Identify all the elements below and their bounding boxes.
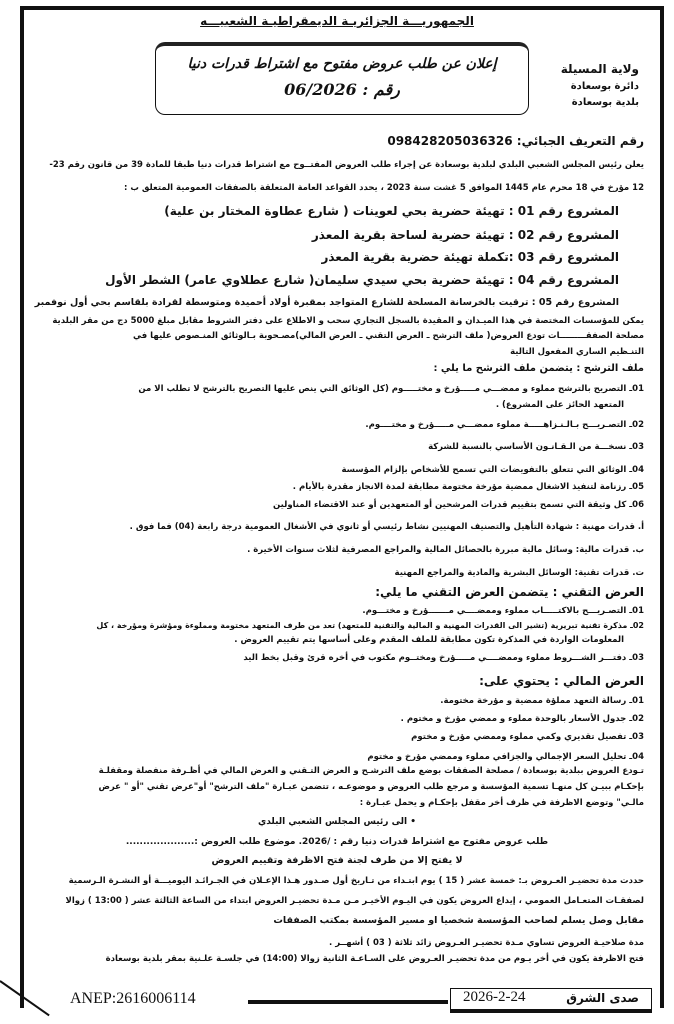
candidature-item: 04ـ الوثائق التي تتعلق بالتفويضات التي تسمح للأشخاص بإلزام المؤسسة [341,465,644,475]
candidature-item: 06ـ كل وثيقة التي تسمح بتقييم قدرات المرشحين أو المتعهدين أو عند الاقتضاء المناولين [273,500,644,510]
tax-id: رقم التعريف الجبائي: 098428205036326 [387,134,644,148]
financial-item: 03ـ تفصيل تقديري وكمي مملوء وممضي مؤرخ و مختوم [411,732,644,742]
project-item: المشروع رقم 04 : تهيئة حضرية بحي سيدي سليمان( شارع عطلاوي عامر) الشطر الأول [105,273,619,287]
submission-line: بإحكـام ببيـن كل منهـا تسمية المؤسسة و مرجع طلب العروض و موضوعـه ، تتضمن عبـارة "ملف الترشح" أو"عرض تقني "أو " عرض [98,782,644,792]
announcement-title-box [155,42,529,115]
technical-item: المعلومات الواردة في المذكرة تكون مطابقة للملف المقدم وعلى أساسها يتم تقييم العروض . [234,635,624,645]
candidature-item: أ. قدرات مهنية : شهادة التأهيل والتصنيف المهنيين نشاط رئيسي أو ثانوي في الأشغال العمومية درجة رابعة (04) فما فوق . [129,522,644,532]
publication-date: 2026-2-24 [463,989,526,1005]
address-to: • الى رئيس المجلس الشعبي البلدي [257,817,417,827]
financial-item: 04ـ تحليل السعر الإجمالي والجزافي مملوء وممضي مؤرخ و مختوم [367,752,644,762]
envelope-line: طلب عروض مفتوح مع اشتراط قدرات دنيا رقم : /2026. موضوع طلب العروض :.................... [125,837,549,847]
technical-item: 02ـ مذكرة تقنية تبريرية (تشير الى القدرات المهنية و المالية والتقنية للمتعهد) تعد من طرف المتعهد مختومة ومملوءة ومؤشرة ومؤرخة ، كل [96,621,644,630]
project-item: المشروع رقم 05 : ترقيت بالخرسانة المسلحة للشارع المتواجد بمقبرة أولاد أحميدة ومتوسطة لقرادة بلقاسم بحي أول نوفمبر [34,297,619,308]
daira: دائرة بوسعادة [570,81,639,92]
intro-line: يعلن رئيس المجلس الشعبي البلدي لبلدية بوسعادة عن إجراء طلب العروض المفتــوح مع اشتراط قدرات دنيا طبقا للمادة 39 من قانون رقم 23- [49,160,644,170]
do-not-open: لا يفتح إلا من طرف لجنة فتح الاظرفة وتقييم العروض [211,855,463,866]
publication-box [450,988,652,1013]
terms-line: حددت مدة تحضيـر العـروض بـ: خمسة عشر ( 15 ) يوم ابتـداء من تـاريخ أول صـدور هـذا الإعـلان في الجـرائـد اليوميـــة أو النشـرة الـرسمية [68,876,644,886]
candidature-item: ت. قدرات تقنية: الوسائل البشرية والمادية والمراجع المهنية [394,568,644,578]
project-item: المشروع رقم 03 :تكملة تهيئة حضرية بقرية المعذر [321,250,619,264]
eligibility-line: مصلحة الصفقـــــــــات تودع العروض( ملف الترشح ـ العرض التقني ـ العرض المالي)مصـحوبة بـالوثائق المنـصوص عليها في [133,331,644,341]
eligibility-line: التنـظيم الساري المفعول التالية [510,347,644,357]
terms-line: لصفقـات المتعـامل العمومي ، إيداع العروض يكون في اليـوم الأخيـر مـن مـدة تحضيـر العروض ابتداء من الساعة الثالثة عشر ( 13:00 ) زوالا [65,896,644,906]
terms-line: مدة صلاحيـة العروض تساوي مـدة تحضيـر العـروض زائد ثلاثة ( 03 ) أشهــر . [329,938,644,948]
project-item: المشروع رقم 02 : تهيئة حضرية لساحة بقرية المعذر [311,228,619,242]
candidature-item: 05ـ رزنامة لتنفيذ الاشغال ممضية مؤرخة مختومة مطابقة لمدة الانجاز مقدرة بالأيام . [292,482,644,492]
terms-line: فتح الاظرفة يكون في أخر يـوم من مدة تحضيـر العـروض على السـاعـة الثانية زوالا (14:00) في جلسـة علـنية بمقر بلدية بوسعادة [105,954,644,964]
technical-item: 03ـ دفتـــر الشـــروط مملوء وممضــــي مـــــؤرخ ومختــوم مكتوب في أخره قرئ وقبل بخط اليد [243,653,644,663]
wilaya: ولاية المسيلة [560,62,639,76]
terms-line: مقابل وصل يسلم لصاحب المؤسسة شخصيا او مسير المؤسسة بمكتب الصفقات [273,915,644,926]
candidature-item: 01ـ التصريح بالترشح مملوء و ممضـــي مـــــؤرخ و مختـــــوم (كل الوثائق التي ينص عليها التصريح بالترشح لا تطلب الا من [138,384,644,394]
financial-heading: العرض المالي : يحتوي على: [479,674,644,688]
candidature-item: 02ـ التصـريـــح بـالـنـزاهـــــة مملوء ممضـــي مـــــؤرخ و مختــــوم. [365,420,644,430]
candidature-item: المتعهد الحائز على المشروع) . [495,400,624,410]
technical-heading: العرض التقني : يتضمن العرض التقني ما يلي: [375,585,644,599]
eligibility-line: يمكن للمؤسسات المختصة في هذا الميـدان و المقيدة بالسجل التجاري سحب و الاطلاع على دفتر الشروط مقابل مبلغ 5000 دج من مقر البلدية [52,316,644,326]
candidature-item: 03ـ نسخـــة من الـقـانـون الأساسي بالنسبة للشركة [428,442,644,452]
footer-rule [248,1000,448,1004]
candidature-heading: ملف الترشح : يتضمن ملف الترشح ما يلي : [433,363,644,374]
intro-line: 12 مؤرخ في 18 محرم عام 1445 الموافق 5 غشت سنة 2023 ، يحدد القواعد العامة المتعلقة بالصفقات العمومية المتعلق ب : [124,183,644,193]
announcement-number: رقم : 06/2026 [284,80,400,99]
republic-heading: الجمهوريـــة الجزائريـة الديمقراطيـة الشعبيـــه [200,14,474,28]
footer [20,990,660,1010]
submission-line: تـودع العروض ببلدية بوسعادة / مصلحة الصفقات بوضع ملف الترشـح و العرض التـقني و العرض المالي في أظـرفة منفصلة ومقفلـة [98,766,644,776]
baladia: بلدية بوسعادة [571,97,639,108]
candidature-item: ب. قدرات مالية: وسائل مالية مبررة بالحصائل المالية والمراجع المصرفية لثلاث سنوات الأخيرة . [247,545,644,555]
announcement-title: إعلان عن طلب عروض مفتوح مع اشتراط قدرات دنيا [187,56,497,72]
newspaper-name: صدى الشرق [566,991,639,1005]
project-item: المشروع رقم 01 : تهيئة حضرية بحي لعوينات ( شارع عطاوة المختار بن علية) [164,204,619,218]
financial-item: 01ـ رسالة التعهد مملؤة ممضية و مؤرخة مختومة. [440,696,644,706]
anep-number: ANEP:2616006114 [70,990,196,1007]
financial-item: 02ـ جدول الأسعار بالوحدة مملوء و ممضي مؤرخ و مختوم . [400,714,644,724]
submission-line: مالـي" وتوضع الاظرفة في ظرف أخر مقفل بإحكـام و يحمل عبـارة : [359,798,644,808]
technical-item: 01ـ التصـريـــح بالاكتـــــاب مملوء وممضــــي مـــــــؤرخ و مختـــوم. [362,606,644,616]
